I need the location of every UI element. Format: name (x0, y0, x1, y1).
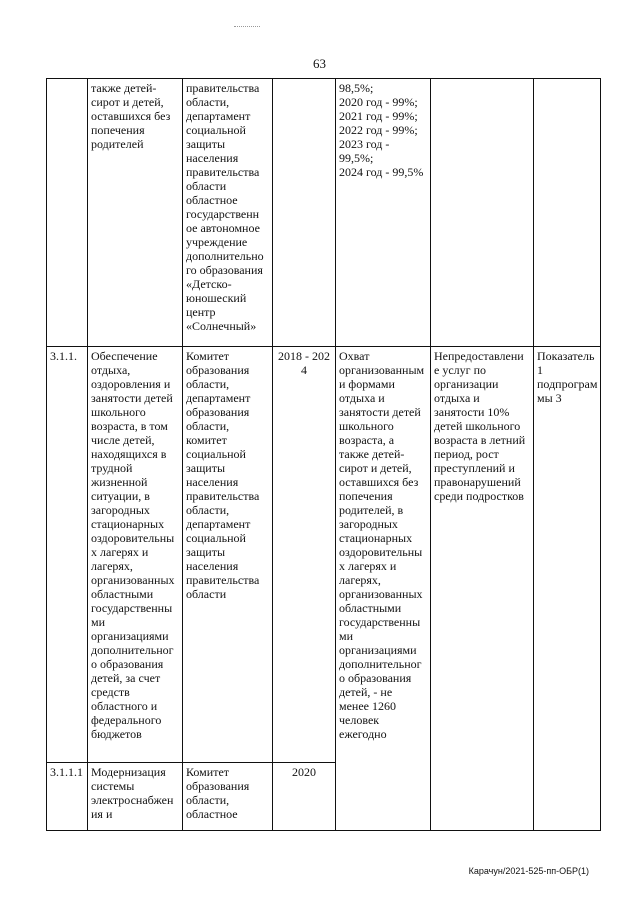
cell-text-line: оставшихся без (339, 475, 419, 489)
cell-text-line: Модернизация (91, 765, 166, 779)
cell-text-line: человек (339, 713, 380, 727)
consequence-cell (431, 79, 534, 347)
cell-text-line: и формами (339, 377, 395, 391)
measure-number-cell: 3.1.1. (47, 347, 88, 763)
cell-text-line: о образования (339, 671, 412, 685)
cell-text-line: возраста, в том (91, 419, 168, 433)
cell-text-line: департамент (186, 391, 251, 405)
cell-text-line: правительства (186, 165, 260, 179)
executor-cell (183, 347, 273, 763)
cell-text-line: федерального (91, 713, 162, 727)
program-measures-table (46, 78, 601, 831)
cell-text-line: образования (186, 363, 250, 377)
cell-text-line: социальной (186, 531, 246, 545)
cell-text-line: области, (186, 95, 230, 109)
measure-name-cell (88, 347, 183, 763)
cell-text-line: детей школьного (434, 419, 521, 433)
cell-text-line: областное (186, 807, 238, 821)
cell-text-line: также детей- (339, 447, 405, 461)
cell-text-line: Непредоставлени (434, 349, 524, 363)
cell-text-line: государственны (339, 615, 421, 629)
cell-text-line: 2021 год - 99%; (339, 109, 418, 123)
cell-text-line: областного и (91, 699, 158, 713)
cell-text-line: защиты (186, 545, 226, 559)
cell-text-line: 1 (537, 363, 543, 377)
scan-artifact (234, 26, 260, 29)
cell-text-line: организациями (91, 629, 169, 643)
cell-text-line: школьного (91, 405, 146, 419)
cell-text-line: социальной (186, 123, 246, 137)
cell-text-line: ия и (91, 807, 113, 821)
cell-text-line: дополнительно (186, 249, 264, 263)
cell-text-line: системы (91, 779, 135, 793)
cell-text-line: 2020 год - 99%; (339, 95, 418, 109)
cell-text-line: государственны (91, 601, 173, 615)
cell-text-line: учреждение (186, 235, 248, 249)
cell-text-line: правонарушений (434, 475, 521, 489)
cell-text-line: менее 1260 (339, 699, 396, 713)
cell-text-line: защиты (186, 461, 226, 475)
cell-text-line: организованным (339, 363, 425, 377)
cell-text-line: занятости 10% (434, 405, 510, 419)
cell-text-line: попечения (91, 123, 145, 137)
cell-text-line: отдыха, (91, 363, 131, 377)
cell-text-line: ми (91, 615, 106, 629)
cell-text-line: области, (186, 503, 230, 517)
executor-cell (183, 79, 273, 347)
cell-text-line: о образования (91, 657, 164, 671)
cell-text-line: организациями (339, 643, 417, 657)
table-row (47, 347, 601, 763)
cell-text-line: родителей, в (339, 503, 404, 517)
measure-name-cell (88, 763, 183, 831)
cell-text-line: Обеспечение (91, 349, 158, 363)
cell-text-line: защиты (186, 137, 226, 151)
cell-text-line: родителей (91, 137, 144, 151)
cell-text-line: департамент (186, 109, 251, 123)
cell-text-line: области (186, 587, 227, 601)
cell-text-line: среди подростков (434, 489, 524, 503)
cell-text-line: занятости детей (91, 391, 173, 405)
cell-text-line: «Детско- (186, 277, 232, 291)
cell-text-line: комитет (186, 433, 227, 447)
cell-text-line: отдыха и (339, 391, 385, 405)
cell-text-line: числе детей, (91, 433, 155, 447)
cell-text-line: стационарных (91, 517, 165, 531)
cell-text-line: области, (186, 377, 230, 391)
cell-text-line: «Солнечный» (186, 319, 257, 333)
consequence-cell (431, 347, 534, 831)
table-row (47, 79, 601, 347)
cell-text-line: образования (186, 779, 250, 793)
cell-text-line: также детей- (91, 81, 157, 95)
cell-text-line: областными (91, 587, 154, 601)
cell-text-line: бюджетов (91, 727, 142, 741)
cell-text-line: стационарных (339, 531, 413, 545)
cell-text-line: электроснабжен (91, 793, 174, 807)
period-cell: 2020 (273, 763, 336, 831)
cell-text-line: возраста в летний (434, 433, 526, 447)
indicator-link-cell (534, 79, 601, 347)
cell-text-line: е услуг по (434, 363, 486, 377)
cell-text-line: социальной (186, 447, 246, 461)
cell-text-line: загородных (91, 503, 150, 517)
cell-text-line: юношеский (186, 291, 247, 305)
cell-text-line: Комитет (186, 349, 230, 363)
cell-text-line: Комитет (186, 765, 230, 779)
cell-text-line: 2023 год - (339, 137, 390, 151)
cell-text-line: лагерях, (91, 559, 133, 573)
cell-text-line: организованных (91, 573, 175, 587)
cell-text-line: 2022 год - 99%; (339, 123, 418, 137)
expected-result-cell (336, 79, 431, 347)
cell-text-line: ое автономное (186, 221, 260, 235)
cell-text-line: трудной (91, 461, 133, 475)
cell-text-line: 98,5%; (339, 81, 374, 95)
measure-name-cell (88, 79, 183, 347)
cell-text-line: образования (186, 405, 250, 419)
measure-number-cell: 3.1.1.1 (47, 763, 88, 831)
cell-text-line: населения (186, 475, 239, 489)
cell-text-line: занятости детей (339, 405, 421, 419)
cell-text-line: области, (186, 419, 230, 433)
cell-text-line: период, рост (434, 447, 499, 461)
cell-text-line: детей, за счет (91, 671, 161, 685)
cell-text-line: областными (339, 601, 402, 615)
document-code: Карачун/2021-525-пп-ОБР(1) (468, 866, 589, 876)
cell-text-line: х лагерях и (339, 559, 397, 573)
cell-text-line: населения (186, 151, 239, 165)
cell-text-line: преступлений и (434, 461, 515, 475)
executor-cell (183, 763, 273, 831)
page-number: 63 (313, 56, 326, 71)
cell-text-line: областное (186, 193, 238, 207)
cell-text-line: подпрограм (537, 377, 598, 391)
cell-text-line: 99,5%; (339, 151, 374, 165)
cell-text-line: департамент (186, 517, 251, 531)
cell-text-line: жизненной (91, 475, 148, 489)
cell-text-line: возраста, а (339, 433, 395, 447)
cell-text-line: детей, - не (339, 685, 393, 699)
indicator-link-cell (534, 347, 601, 831)
cell-text-line: оставшихся без (91, 109, 171, 123)
cell-text-line: правительства (186, 489, 260, 503)
period-cell (273, 79, 336, 347)
cell-text-line: центр (186, 305, 216, 319)
cell-text-line: мы 3 (537, 391, 562, 405)
measure-number-cell (47, 79, 88, 347)
cell-text-line: лагерях, (339, 573, 381, 587)
cell-text-line: государственн (186, 207, 260, 221)
cell-text-line: ежегодно (339, 727, 387, 741)
cell-text-line: оздоровления и (91, 377, 171, 391)
cell-text-line: организации (434, 377, 499, 391)
cell-text-line: населения (186, 559, 239, 573)
cell-text-line: правительства (186, 81, 260, 95)
cell-text-line: организованных (339, 587, 423, 601)
cell-text-line: средств (91, 685, 130, 699)
cell-text-line: х лагерях и (91, 545, 149, 559)
cell-text-line: области (186, 179, 227, 193)
cell-text-line: отдыха и (434, 391, 480, 405)
cell-text-line: ми (339, 629, 354, 643)
cell-text-line: сирот и детей, (339, 461, 412, 475)
cell-text-line: 2024 год - 99,5% (339, 165, 424, 179)
cell-text-line: оздоровительны (339, 545, 423, 559)
cell-text-line: дополнительног (91, 643, 174, 657)
cell-text-line: оздоровительны (91, 531, 175, 545)
cell-text-line: сирот и детей, (91, 95, 164, 109)
cell-text-line: Показатель (537, 349, 595, 363)
cell-text-line: загородных (339, 517, 398, 531)
cell-text-line: правительства (186, 573, 260, 587)
cell-text-line: области, (186, 793, 230, 807)
period-cell: 2018 - 2024 (273, 347, 336, 763)
cell-text-line: школьного (339, 419, 394, 433)
cell-text-line: находящихся в (91, 447, 167, 461)
cell-text-line: го образования (186, 263, 263, 277)
cell-text-line: ситуации, в (91, 489, 150, 503)
cell-text-line: попечения (339, 489, 393, 503)
cell-text-line: дополнительног (339, 657, 422, 671)
expected-result-cell (336, 347, 431, 831)
cell-text-line: Охват (339, 349, 370, 363)
